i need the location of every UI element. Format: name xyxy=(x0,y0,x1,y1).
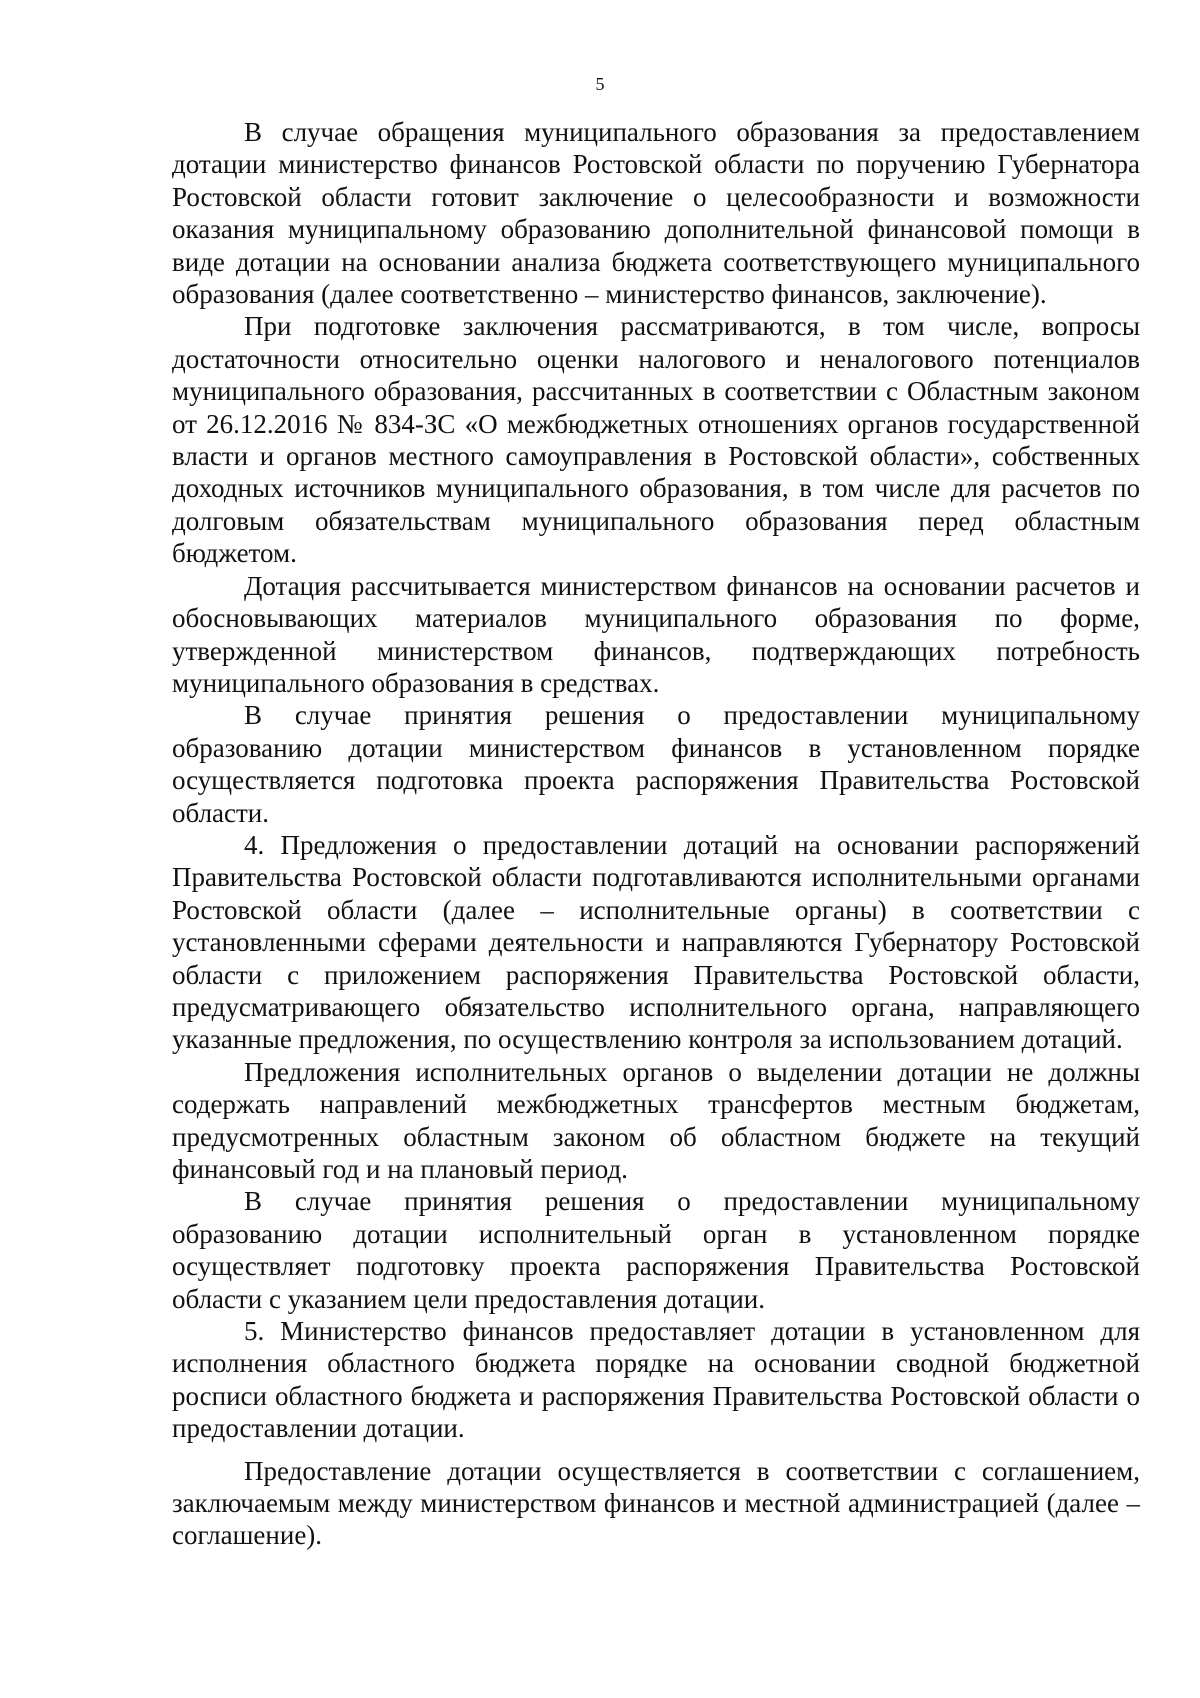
paragraph-agreement: Предоставление дотации осуществляется в соответствии с соглашением, заключаемым между министерством финансов и местной администрацией (далее – соглашение). xyxy=(172,1455,1140,1551)
page-number: 5 xyxy=(595,74,605,94)
paragraph-section-4: 4. Предложения о предоставлении дотаций на основании распоряжений Правительства Ростовской области подготавливаются исполнительными органами Ростовской области (далее – исполнительные органы) в соответствии с установленными сферами деятельности и направляются Губернатору Ростовской области с приложением распоряжения Правительства Ростовской области, предусматривающего обязательство исполнительного органа, направляющего указанные предложения, по осуществлению контроля за использованием дотаций. xyxy=(172,829,1140,1055)
paragraph-grant-calculation: Дотация рассчитывается министерством финансов на основании расчетов и обосновывающих материалов муниципального образования по форме, утвержденной министерством финансов, подтверждающих потребность муниципального образования в средствах. xyxy=(172,570,1140,698)
paragraph-request-conclusion: В случае обращения муниципального образования за предоставлением дотации министерство финансов Ростовской области по поручению Губернатора Ростовской области готовит заключение о целесообразности и возможности оказания муниципальному образованию дополнительной финансовой помощи в виде дотации на основании анализа бюджета соответствующего муниципального образования (далее соответственно – министерство финансов, заключение). xyxy=(172,117,1140,310)
paragraph-decision-executive: В случае принятия решения о предоставлении муниципальному образованию дотации исполнительный орган в установленном порядке осуществляет подготовку проекта распоряжения Правительства Ростовской области с указанием цели предоставления дотации. xyxy=(172,1186,1140,1314)
document-body xyxy=(172,116,1140,1552)
paragraph-proposals-restriction: Предложения исполнительных органов о выделении дотации не должны содержать направлений межбюджетных трансфертов местным бюджетам, предусмотренных областным законом об областном бюджете на текущий финансовый год и на плановый период. xyxy=(172,1056,1140,1184)
paragraph-conclusion-criteria: При подготовке заключения рассматриваются, в том числе, вопросы достаточности относительно оценки налогового и неналогового потенциалов муниципального образования, рассчитанных в соответствии с Областным законом от 26.12.2016 № 834-ЗС «О межбюджетных отношениях органов государственной власти и органов местного самоуправления в Ростовской области», собственных доходных источников муниципального образования, в том числе для расчетов по долговым обязательствам муниципального образования перед областным бюджетом. xyxy=(172,311,1140,569)
paragraph-section-5: 5. Министерство финансов предоставляет дотации в установленном для исполнения областного бюджета порядке на основании сводной бюджетной росписи областного бюджета и распоряжения Правительства Ростовской области о предоставлении дотации. xyxy=(172,1316,1140,1444)
paragraph-decision-ministry: В случае принятия решения о предоставлении муниципальному образованию дотации министерством финансов в установленном порядке осуществляется подготовка проекта распоряжения Правительства Ростовской области. xyxy=(172,700,1140,828)
